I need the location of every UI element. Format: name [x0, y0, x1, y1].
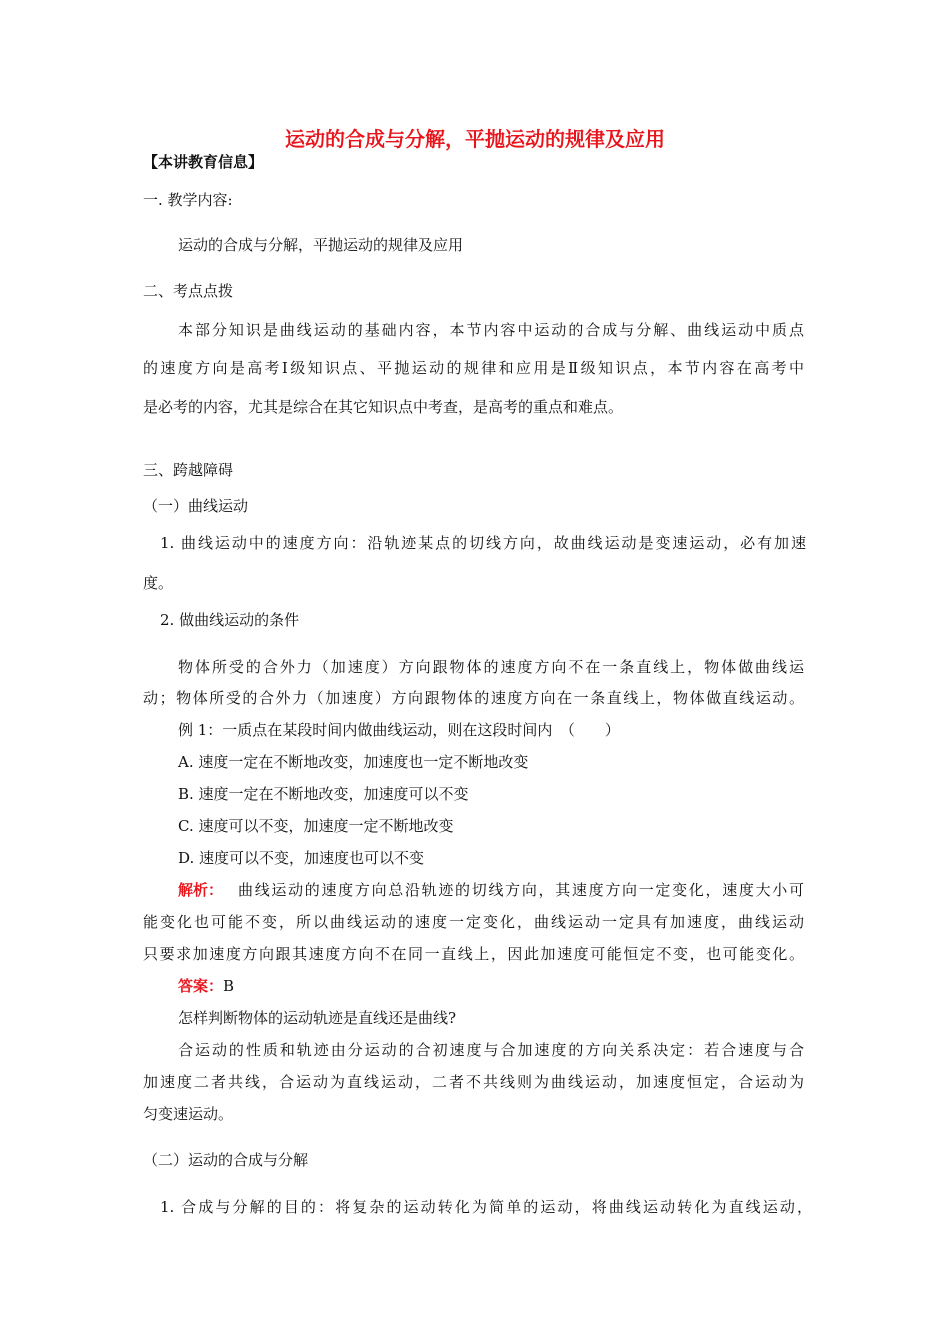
- section-2-heading: 二、考点点拨: [143, 282, 234, 300]
- paragraph-line: 2. 做曲线运动的条件: [160, 611, 300, 629]
- analysis-line: 只要求加速度方向跟其速度方向不在同一直线上，因此加速度可能恒定不变，也可能变化。: [143, 945, 804, 963]
- paragraph-line: 动；物体所受的合外力（加速度）方向跟物体的速度方向在一条直线上，物体做直线运动。: [143, 689, 804, 707]
- paragraph-line: 1. 合成与分解的目的：将复杂的运动转化为简单的运动，将曲线运动转化为直线运动，: [160, 1198, 812, 1216]
- paragraph-line: 本部分知识是曲线运动的基础内容，本节内容中运动的合成与分解、曲线运动中质点: [178, 321, 804, 339]
- section-3-heading: 三、跨越障碍: [143, 461, 234, 479]
- subsection-1-heading: （一）曲线运动: [143, 497, 249, 515]
- info-header: 【本讲教育信息】: [143, 153, 264, 171]
- option-a: A. 速度一定在不断地改变，加速度也一定不断地改变: [178, 753, 529, 771]
- paragraph-line: 物体所受的合外力（加速度）方向跟物体的速度方向不在一条直线上，物体做曲线运: [178, 658, 804, 676]
- explain-line: 加速度二者共线，合运动为直线运动，二者不共线则为曲线运动，加速度恒定，合运动为: [143, 1073, 804, 1091]
- section-1-heading: 一. 教学内容:: [143, 191, 233, 209]
- analysis-label: 解析：: [178, 881, 224, 899]
- option-c: C. 速度可以不变，加速度一定不断地改变: [178, 817, 454, 835]
- question-line: 怎样判断物体的运动轨迹是直线还是曲线?: [178, 1009, 457, 1027]
- paragraph-line: 的速度方向是高考Ⅰ级知识点、平抛运动的规律和应用是Ⅱ级知识点，本节内容在高考中: [143, 359, 804, 377]
- explain-line: 匀变速运动。: [143, 1105, 234, 1123]
- analysis-line: 曲线运动的速度方向总沿轨迹的切线方向，其速度方向一定变化，速度大小可: [238, 881, 804, 899]
- answer-label: 答案：: [178, 977, 224, 995]
- answer-value: B: [223, 977, 235, 995]
- subsection-2-heading: （二）运动的合成与分解: [143, 1151, 309, 1169]
- paragraph-line: 1. 曲线运动中的速度方向：沿轨迹某点的切线方向，故曲线运动是变速运动，必有加速: [160, 534, 806, 552]
- paragraph-line: 度。: [143, 574, 174, 592]
- section-1-content: 运动的合成与分解，平抛运动的规律及应用: [178, 236, 464, 254]
- option-b: B. 速度一定在不断地改变，加速度可以不变: [178, 785, 469, 803]
- explain-line: 合运动的性质和轨迹由分运动的合初速度与合加速度的方向关系决定：若合速度与合: [178, 1041, 804, 1059]
- document-title: 运动的合成与分解，平抛运动的规律及应用: [285, 127, 665, 151]
- paragraph-line: 是必考的内容，尤其是综合在其它知识点中考查，是高考的重点和难点。: [143, 398, 624, 416]
- analysis-line: 能变化也可能不变，所以曲线运动的速度一定变化，曲线运动一定具有加速度，曲线运动: [143, 913, 804, 931]
- example-question: 例 1：一质点在某段时间内做曲线运动，则在这段时间内 （ ）: [178, 721, 620, 739]
- option-d: D. 速度可以不变，加速度也可以不变: [178, 849, 425, 867]
